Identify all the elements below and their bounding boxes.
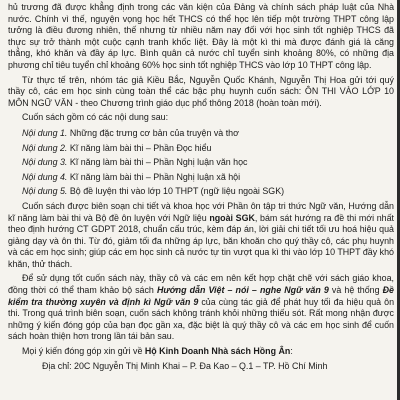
bold-text: ngoài SGK xyxy=(209,212,255,223)
contents-item-text: Kĩ năng làm bài thi – Phần Đọc hiểu xyxy=(67,142,212,153)
text-span: Mọi ý kiến đóng góp xin gửi về xyxy=(22,346,145,357)
text-span: và hệ thống xyxy=(328,285,383,296)
text-span: Cuốn sách được biên soạn chi tiết và khoa học với Phần ôn tập tri thức Ngữ văn, Hướng dẫn kĩ năng làm bài thi và Bộ đề ôn luyện với Ngữ liệu xyxy=(8,200,394,223)
publisher-name: Hộ Kinh Doanh Nhà sách Hồng Ân xyxy=(144,346,291,357)
contents-item xyxy=(22,126,394,141)
text-span: : xyxy=(290,346,293,357)
contents-item-text: Kĩ năng làm bài thi – Phần Nghị luận văn học xyxy=(67,157,248,168)
contents-list xyxy=(22,126,394,199)
address-line: Địa chỉ: 20C Nguyễn Thị Minh Khai – P. Đa Kao – Q.1 – TP. Hồ Chí Minh xyxy=(42,360,328,371)
book-title-2: Đề kiểm tra thường xuyên và định kì Ngữ văn 9 xyxy=(8,285,394,307)
contents-item xyxy=(22,170,394,185)
contents-item xyxy=(22,184,394,199)
book-description-paragraph xyxy=(8,201,394,271)
book-title-1: Hướng dẫn Việt – nói – nghe Ngữ văn 9 xyxy=(156,285,329,296)
contents-item xyxy=(22,141,394,156)
contents-item-label: Nội dung 4. xyxy=(22,171,68,182)
text-span: của cùng tác giả để phát huy tối đa hiệu quả ôn thi. Trong quá trình biên soạn, cuốn sách không tránh khỏi những thiếu sót. Rất mong nhận được những ý kiến đóng góp của bạn đọc gần xa, đặc biệt là quý thầy cô và các em học sinh để cuốn sách hoàn thiện hơn trong lần tái bản sau. xyxy=(8,296,395,342)
intro-paragraph: hủ trương đã được khẳng định trong các văn kiện của Đảng và chính sách pháp luật của Nhà nước. Chính vì thế, nguyện vọng học hết THCS có thể học lên tiếp một trường THPT công lập tưởng là điều đương nhiên, thế nhưng từ nhiều năm nay đối với học sinh tốt nghiệp THCS đã thực sự trở thành một cuộc cạnh tranh khốc liệt. Đây là một kì thi mà được đánh giá là căng thẳng, khó khăn và đầy áp lực. Bình quân cả nước chỉ tuyển sinh khoảng 80%, có những địa phương chỉ tiêu tuyển chỉ khoảng 60% học sinh tốt nghiệp THCS vào lớp 10 THPT công lập. xyxy=(8,2,394,70)
contents-item xyxy=(22,155,394,170)
contents-heading: Cuốn sách gồm có các nội dung sau: xyxy=(22,112,169,123)
book-introduction-paragraph: Từ thực tế trên, nhóm tác giả Kiều Bắc, Nguyễn Quốc Khánh, Nguyễn Thị Hoa gửi tới quý thầy cô, các em học sinh cùng toàn thể các bậc phụ huynh cuốn sách: ÔN THI VÀO LỚP 10 MÔN NGỮ VĂN - theo Chương trình giáo dục phổ thông 2018 (hoàn toàn mới). xyxy=(8,74,394,108)
contents-item-label: Nội dung 1. xyxy=(22,127,68,138)
contents-item-label: Nội dung 3. xyxy=(22,157,68,168)
usage-paragraph xyxy=(8,273,394,343)
contents-item-label: Nội dung 5. xyxy=(22,186,68,197)
contact-paragraph xyxy=(8,346,394,358)
contents-item-text: Những đặc trưng cơ bản của truyện và thơ xyxy=(67,127,239,138)
text-span: , bám sát hướng ra đề thi mới nhất theo định hướng CT GDPT 2018, chuẩn cấu trúc, kèm đáp án, lời giải chi tiết tối ưu hoá hiệu quả giảng dạy và ôn thi. Từ đó, giảm tối đa những áp lực, băn khoăn cho quý thầy cô, các phụ huynh và các em học sinh; giúp các em học sinh cả nước tự tin vượt qua kì thi vào lớp 10 THPT đầy khó khăn, thử thách. xyxy=(8,212,394,269)
text-span: Để sử dụng tốt cuốn sách này, thầy cô và các em nên kết hợp chặt chẽ với sách giáo khoa, đồng thời có thể tham khảo bộ sách xyxy=(8,273,394,296)
contents-item-text: Kĩ năng làm bài thi – Phần Nghị luận xã hội xyxy=(67,171,241,182)
contents-item-text: Bộ đề luyện thi vào lớp 10 THPT (ngữ liệu ngoài SGK) xyxy=(67,186,285,197)
contents-item-label: Nội dung 2. xyxy=(22,142,68,153)
